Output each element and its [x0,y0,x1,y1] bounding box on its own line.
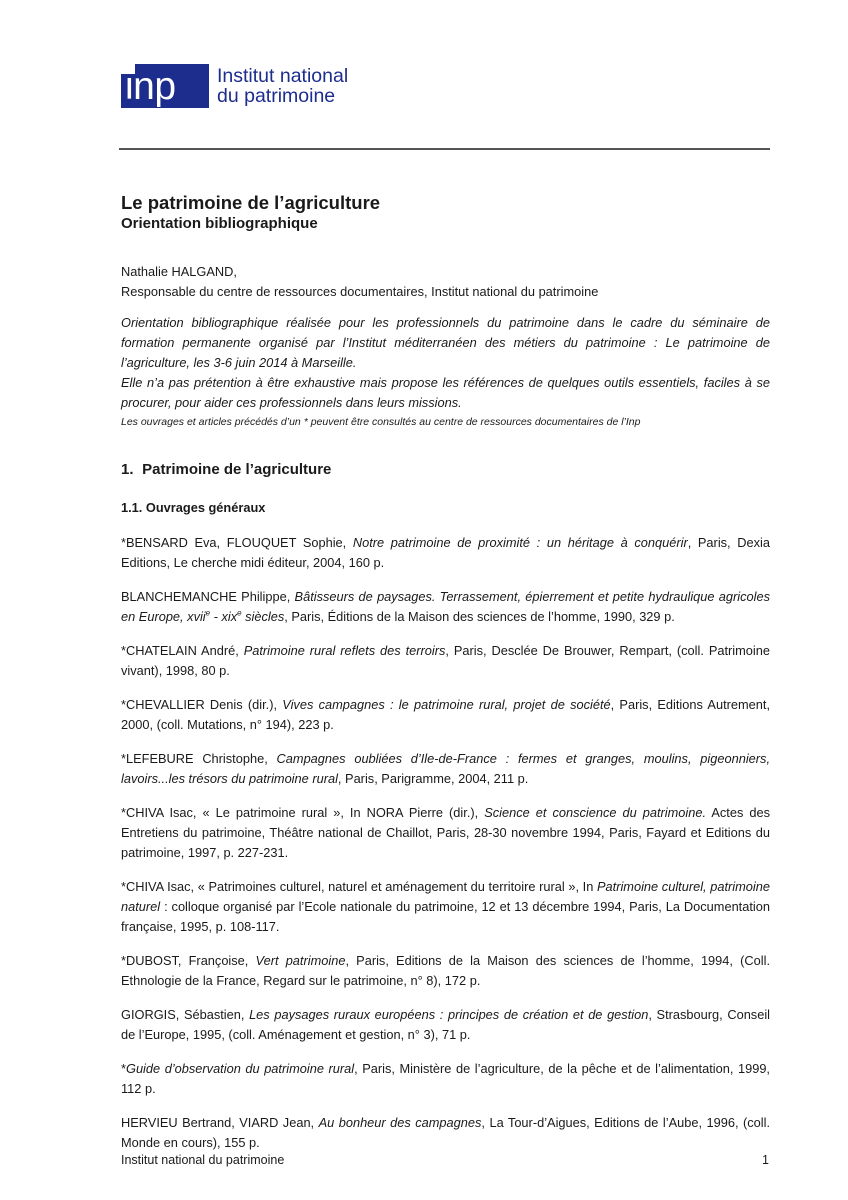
reference-item: GIORGIS, Sébastien, Les paysages ruraux européens : principes de création et de gestion, Strasbourg, Conseil de l’Europe, 1995, (coll. Aménagement et gestion, n° 3), 71 p. [121,1007,771,1042]
page-number: 1 [762,1153,769,1167]
logo-line-2: du patrimoine [217,85,336,107]
section-number: 1. [121,461,134,478]
inp-logo [121,64,348,108]
reference-item: *LEFEBURE Christophe, Campagnes oubliées d’Ile-de-France : fermes et granges, moulins, pigeonniers, lavoirs...les trésors du patrimoine rural, Paris, Parigramme, 2004, 211 p. [121,751,771,786]
header-rule [119,148,770,150]
reference-item: *BENSARD Eva, FLOUQUET Sophie, Notre patrimoine de proximité : un héritage à conquérir, Paris, Dexia Editions, Le cherche midi éditeur, 2004, 160 p. [121,535,770,570]
section-title: Patrimoine de l’agriculture [142,461,332,478]
reference-item: BLANCHEMANCHE Philippe, Bâtisseurs de paysages. Terrassement, épierrement et petite hydraulique agricoles en Europe, xvii$^e$ - xix$^e$ siècles, Paris, Éditions de la Maison des sciences de l’homme, 1990, 329 p. [121,589,770,624]
document-title: Le patrimoine de l’agriculture [121,192,381,213]
availability-note: Les ouvrages et articles précédés d’un * peuvent être consultés au centre de ressources documentaires de l’Inp [121,416,641,428]
subsection-heading-1-1: 1.1. Ouvrages généraux [121,500,266,515]
intro-paragraph-2: Elle n’a pas prétention à être exhaustive mais propose les références de quelques outils essentiels, faciles à se procurer, pour aider ces professionnels dans leurs missions. [121,375,770,410]
author-name: Nathalie HALGAND, [121,264,237,279]
logo-wordmark [217,66,348,106]
reference-item: *Guide d’observation du patrimoine rural, Paris, Ministère de l’agriculture, de la pêche et de l’alimentation, 1999, 112 p. [121,1061,770,1096]
footer-institution: Institut national du patrimoine [121,1153,285,1167]
intro-block [121,313,770,413]
reference-item: HERVIEU Bertrand, VIARD Jean, Au bonheur des campagnes, La Tour-d’Aigues, Editions de l’Aube, 1996, (coll. Monde en cours), 155 p. [121,1115,770,1150]
reference-item: *CHIVA Isac, « Le patrimoine rural », In NORA Pierre (dir.), Science et conscience du patrimoine. Actes des Entretiens du patrimoine, Théâtre national de Chaillot, Paris, 28-30 novembre 1994, Paris, Fayard et Editions du patrimoine, 1997, p. 227-231. [121,805,771,860]
logo-line-1: Institut national [217,65,349,87]
reference-item: *CHEVALLIER Denis (dir.), Vives campagnes : le patrimoine rural, projet de société, Paris, Editions Autrement, 2000, (coll. Mutations, n° 194), 223 p. [121,697,771,732]
reference-item: *CHIVA Isac, « Patrimoines culturel, naturel et aménagement du territoire rural », In Patrimoine culturel, patrimoine naturel : colloque organisé par l’Ecole nationale du patrimoine, 12 et 13 décembre 1994, Paris, La Documentation française, 1995, p. 108-117. [121,879,771,934]
reference-item: *CHATELAIN André, Patrimoine rural reflets des terroirs, Paris, Desclée De Brouwer, Rempart, (coll. Patrimoine vivant), 1998, 80 p. [121,643,770,678]
reference-list [121,533,770,1167]
author-block [121,262,770,302]
logo-mark-text: inp [125,65,176,108]
logo-mark [121,64,209,108]
section-heading-1 [121,460,770,480]
reference-item: *DUBOST, Françoise, Vert patrimoine, Paris, Editions de la Maison des sciences de l’homme, 1994, (Coll. Ethnologie de la France, Regard sur le patrimoine, n° 8), 172 p. [121,953,770,988]
author-role: Responsable du centre de ressources documentaires, Institut national du patrimoine [121,284,599,299]
intro-paragraph-1: Orientation bibliographique réalisée pour les professionnels du patrimoine dans le cadre du séminaire de formation permanente organisé par l’Institut méditerranéen des métiers du patrimoine : Le patrimoine de l’agriculture, les 3-6 juin 2014 à Marseille. [121,315,770,370]
document-subtitle: Orientation bibliographique [121,215,318,232]
